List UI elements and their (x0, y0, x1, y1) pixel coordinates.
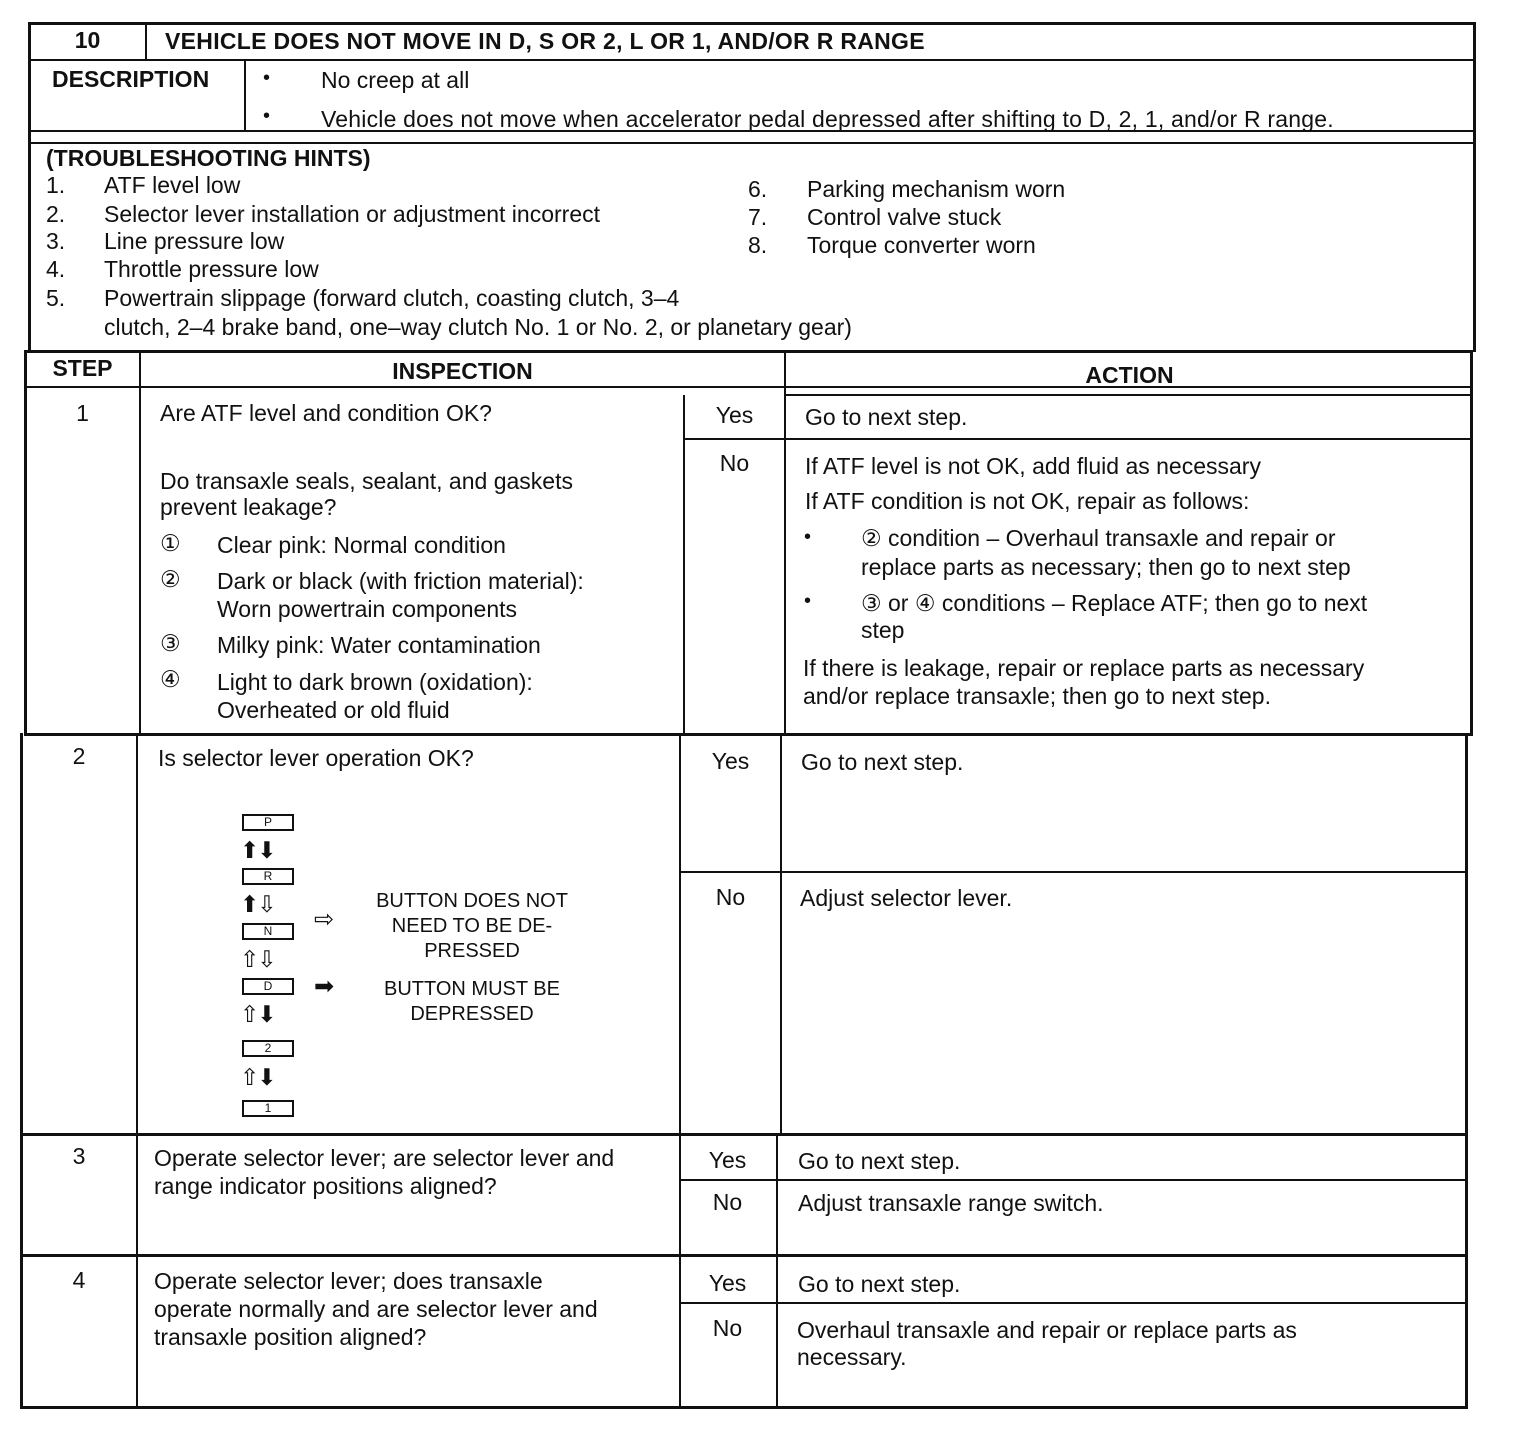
no-label: No (712, 1189, 743, 1215)
hint-item: Line pressure low (104, 228, 285, 254)
condition-text: Milky pink: Water contamination (217, 632, 541, 658)
no-action: Overhaul transaxle and repair or replace parts as (797, 1317, 1297, 1343)
condition-text: Light to dark brown (oxidation): (217, 669, 533, 695)
yes-label: Yes (715, 402, 754, 428)
inspection-text: range indicator positions aligned? (154, 1173, 497, 1199)
description-label: DESCRIPTION (52, 66, 210, 92)
description-item: No creep at all (321, 67, 470, 93)
position-1: 1 (242, 1100, 294, 1117)
column-header-inspection: INSPECTION (392, 358, 533, 384)
section-number: 10 (74, 27, 101, 53)
arrow-icon: ⇧⇩ (240, 946, 275, 972)
open-arrow-icon: ⇨ (314, 906, 335, 933)
no-action: step (861, 617, 905, 643)
condition-mark: ③ (160, 630, 181, 656)
no-action: Adjust selector lever. (800, 885, 1013, 911)
arrow-icon: ⬆⇩ (240, 891, 275, 917)
condition-mark: ② (160, 566, 181, 592)
bullet-icon: • (804, 526, 812, 548)
no-action: If there is leakage, repair or replace parts as necessary (803, 655, 1365, 681)
position-d: D (242, 978, 294, 995)
position-r: R (242, 868, 294, 885)
no-action: ② condition – Overhaul transaxle and repair or (861, 525, 1336, 551)
step-number: 2 (72, 743, 86, 769)
yes-action: Go to next step. (798, 1271, 961, 1297)
legend-filled: BUTTON MUST BE DEPRESSED (384, 978, 560, 1025)
no-action: If ATF condition is not OK, repair as follows: (805, 488, 1250, 514)
legend-open: BUTTON DOES NOT NEED TO BE DE- PRESSED (376, 890, 568, 962)
hint-item: Control valve stuck (807, 204, 1002, 230)
bullet-icon: • (263, 67, 271, 89)
column-header-step: STEP (52, 355, 113, 381)
hint-item: Parking mechanism worn (807, 176, 1066, 202)
no-label: No (712, 1315, 743, 1341)
hint-item: ATF level low (104, 172, 241, 198)
inspection-text: operate normally and are selector lever and (154, 1296, 598, 1322)
condition-mark: ① (160, 530, 181, 556)
condition-text: Dark or black (with friction material): (217, 568, 584, 594)
hints-title: (TROUBLESHOOTING HINTS) (46, 145, 371, 171)
hint-item: Torque converter worn (807, 232, 1036, 258)
position-n: N (242, 923, 294, 940)
no-action: If ATF level is not OK, add fluid as necessary (805, 453, 1261, 479)
no-action: Adjust transaxle range switch. (798, 1190, 1104, 1216)
yes-action: Go to next step. (805, 404, 968, 430)
inspection-text: Operate selector lever; does transaxle (154, 1268, 543, 1294)
inspection-text: Is selector lever operation OK? (158, 745, 474, 771)
condition-text: Clear pink: Normal condition (217, 532, 506, 558)
column-header-action: ACTION (1085, 362, 1174, 388)
section-title: VEHICLE DOES NOT MOVE IN D, S OR 2, L OR 1, AND/OR R RANGE (165, 28, 925, 54)
condition-text: Overheated or old fluid (217, 697, 450, 723)
condition-mark: ④ (160, 666, 181, 692)
yes-label: Yes (708, 1147, 747, 1173)
bullet-icon: • (263, 105, 271, 127)
yes-action: Go to next step. (798, 1148, 961, 1174)
step-number: 3 (72, 1143, 86, 1169)
no-action: and/or replace transaxle; then go to next step. (803, 683, 1271, 709)
hint-item-cont: clutch, 2–4 brake band, one–way clutch No. 1 or No. 2, or planetary gear) (104, 314, 852, 340)
inspection-text: prevent leakage? (160, 494, 337, 520)
no-label: No (719, 450, 750, 476)
position-2: 2 (242, 1040, 294, 1057)
step-number: 1 (76, 400, 89, 426)
no-action: ③ or ④ conditions – Replace ATF; then go to next (861, 590, 1368, 616)
inspection-text: Do transaxle seals, sealant, and gaskets (160, 468, 573, 494)
step-number: 4 (72, 1267, 86, 1293)
yes-action: Go to next step. (801, 749, 964, 775)
no-label: No (715, 884, 746, 910)
arrow-icon: ⇧⬇ (240, 1001, 275, 1027)
filled-arrow-icon: ➡ (314, 973, 335, 1000)
condition-text: Worn powertrain components (217, 596, 517, 622)
yes-label: Yes (711, 748, 750, 774)
inspection-text: transaxle position aligned? (154, 1324, 427, 1350)
no-action: replace parts as necessary; then go to next step (861, 554, 1351, 580)
hint-item: Selector lever installation or adjustment incorrect (104, 201, 601, 227)
no-action: necessary. (797, 1344, 907, 1370)
hint-item: Throttle pressure low (104, 256, 319, 282)
inspection-text: Operate selector lever; are selector lever and (154, 1145, 615, 1171)
inspection-text: Are ATF level and condition OK? (160, 400, 492, 426)
position-p: P (242, 814, 294, 831)
yes-label: Yes (708, 1270, 747, 1296)
arrow-icon: ⬆⬇ (240, 837, 275, 863)
hint-item: Powertrain slippage (forward clutch, coasting clutch, 3–4 (104, 285, 680, 311)
arrow-icon: ⇧⬇ (240, 1064, 275, 1090)
description-item: Vehicle does not move when accelerator pedal depressed after shifting to D, 2, 1, and/or R range. (321, 106, 1334, 132)
bullet-icon: • (804, 590, 812, 612)
